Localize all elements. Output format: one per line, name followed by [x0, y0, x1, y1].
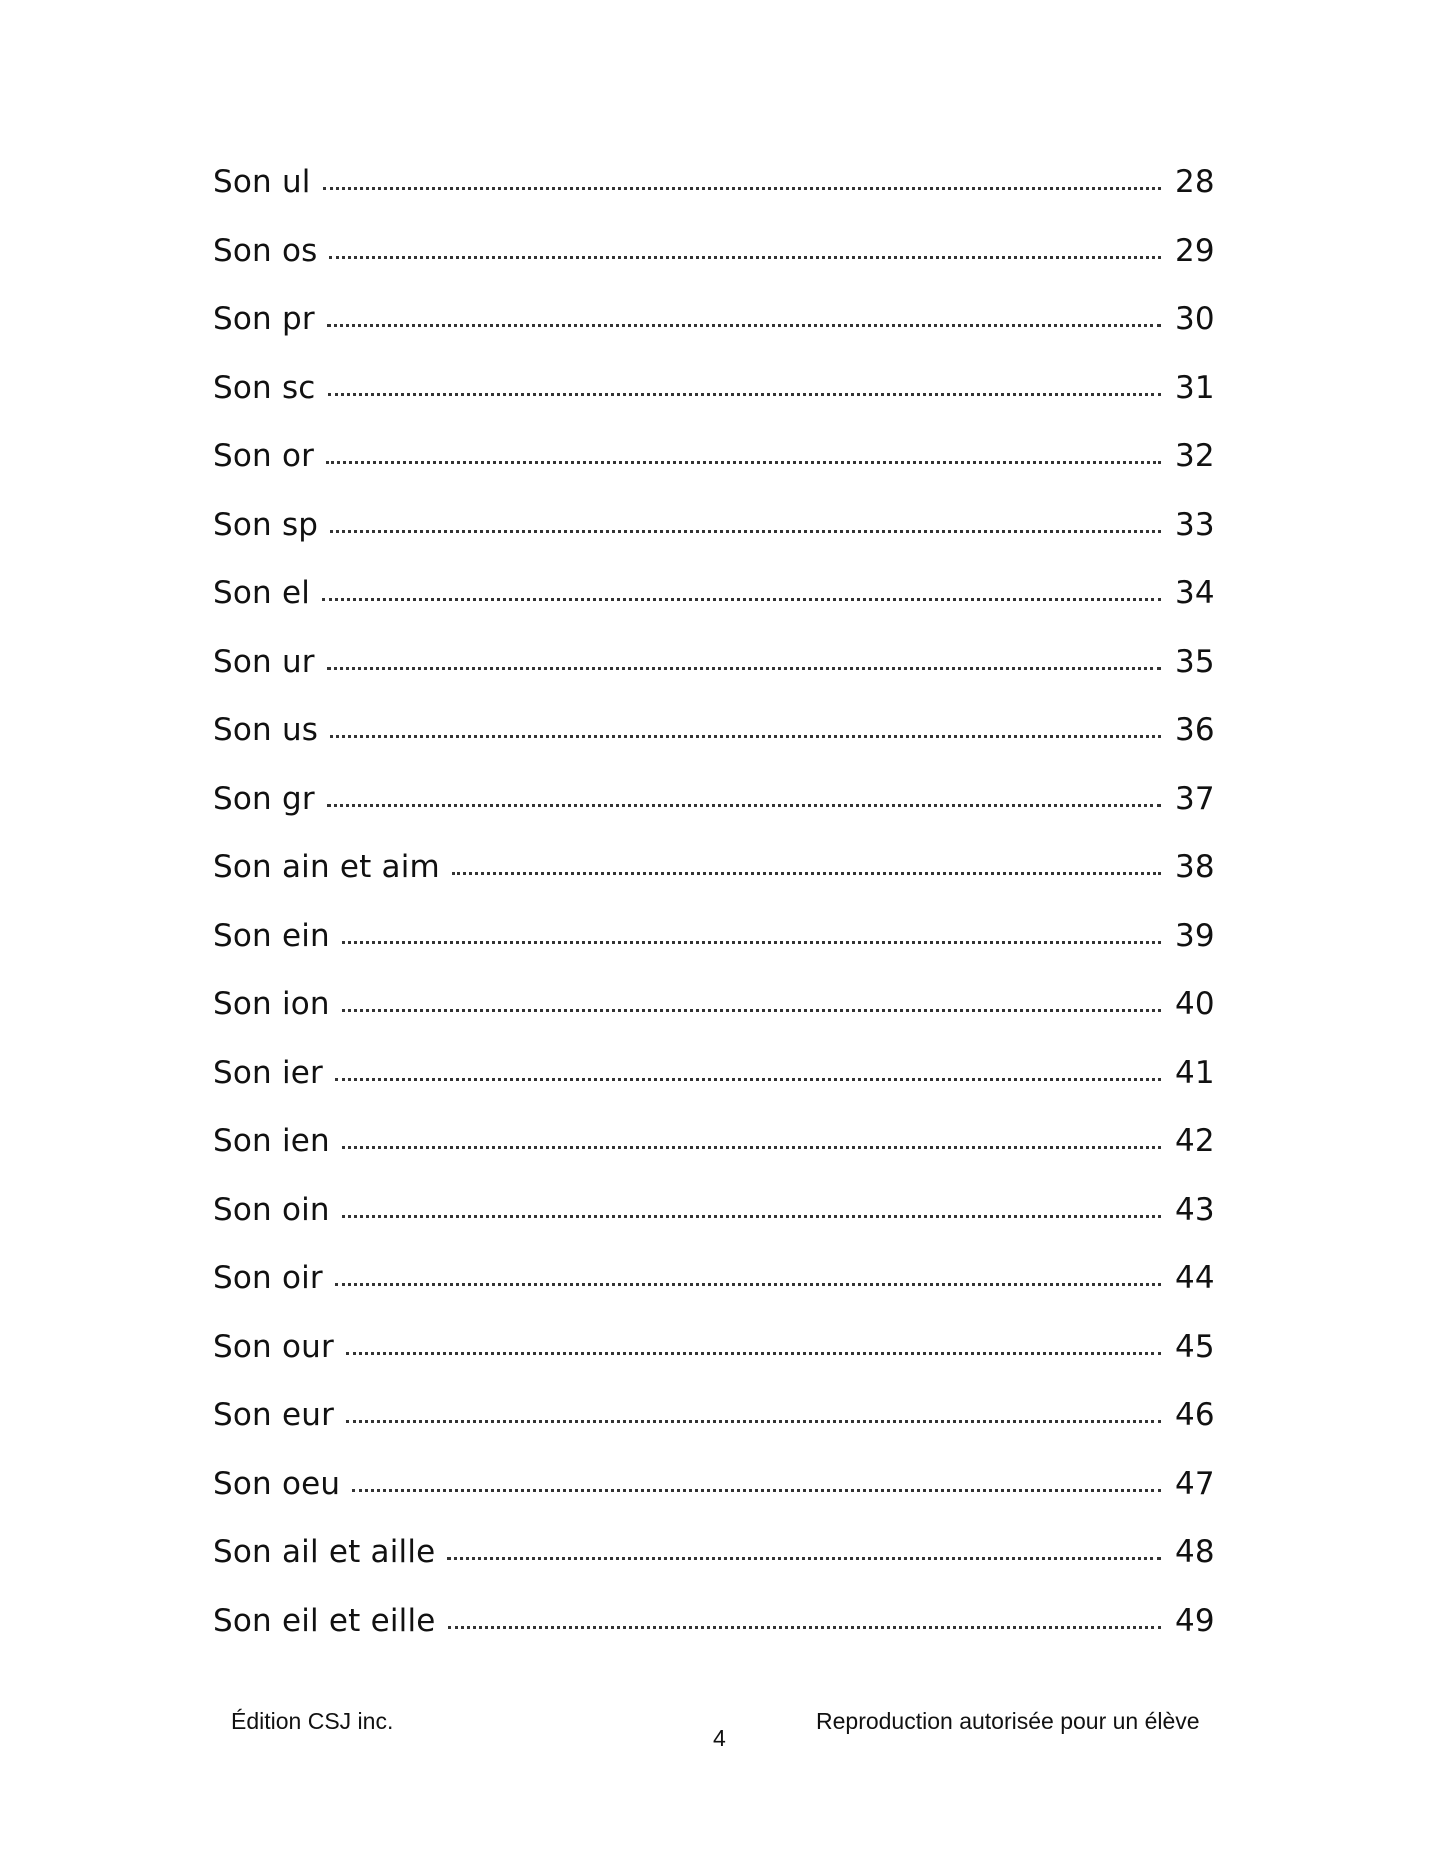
toc-entry-label: Son or	[213, 438, 315, 474]
toc-entry-label: Son oeu	[213, 1465, 341, 1502]
toc-entry	[213, 507, 1229, 576]
dot-leader	[342, 1009, 1161, 1012]
dot-leader	[327, 667, 1161, 670]
dot-leader	[323, 187, 1161, 190]
dot-leader	[329, 256, 1161, 259]
toc-entry-label: Son ul	[213, 164, 311, 200]
toc-entry-label: Son sp	[213, 506, 319, 543]
toc-entry-label: Son us	[213, 712, 319, 748]
toc-entry	[213, 712, 1229, 781]
toc-entry-page: 48	[1175, 1534, 1215, 1570]
dot-leader	[346, 1352, 1161, 1355]
dot-leader	[327, 804, 1161, 807]
toc-entry	[213, 575, 1229, 644]
dot-leader	[448, 1626, 1161, 1629]
toc-entry	[213, 1397, 1229, 1466]
toc-entry	[213, 1055, 1229, 1124]
toc-entry	[213, 233, 1229, 302]
footer-publisher: Édition CSJ inc.	[231, 1708, 394, 1734]
dot-leader	[335, 1078, 1161, 1081]
toc-entry	[213, 1123, 1229, 1192]
toc-entry	[213, 301, 1229, 370]
dot-leader	[342, 1146, 1161, 1149]
toc-entry	[213, 1260, 1229, 1329]
table-of-contents	[213, 164, 1229, 1671]
dot-leader	[330, 735, 1161, 738]
toc-entry	[213, 849, 1229, 918]
toc-entry	[213, 1192, 1229, 1261]
toc-entry-page: 43	[1175, 1191, 1215, 1228]
dot-leader	[346, 1420, 1161, 1423]
toc-entry-label: Son ier	[213, 1054, 323, 1091]
toc-entry	[213, 164, 1229, 233]
toc-entry-page: 32	[1175, 438, 1215, 474]
toc-entry	[213, 644, 1229, 713]
dot-leader	[352, 1489, 1161, 1492]
toc-entry-label: Son ein	[213, 917, 330, 954]
toc-entry-label: Son oir	[213, 1260, 323, 1296]
toc-entry-label: Son os	[213, 232, 318, 269]
toc-entry	[213, 1534, 1229, 1603]
toc-entry-page: 29	[1175, 232, 1215, 269]
toc-entry-label: Son eur	[213, 1397, 335, 1433]
dot-leader	[342, 1215, 1161, 1218]
dot-leader	[327, 324, 1161, 327]
toc-entry-label: Son our	[213, 1328, 334, 1365]
toc-entry	[213, 370, 1229, 439]
toc-entry-page: 47	[1175, 1465, 1215, 1502]
toc-entry	[213, 918, 1229, 987]
toc-entry-label: Son sc	[213, 369, 316, 406]
toc-entry-label: Son ur	[213, 643, 315, 680]
toc-entry	[213, 1329, 1229, 1398]
toc-entry-label: Son ain et aim	[213, 849, 440, 885]
toc-entry-page: 39	[1175, 917, 1215, 954]
toc-entry-label: Son pr	[213, 301, 315, 337]
toc-entry-page: 30	[1175, 301, 1215, 337]
footer-rights-notice: Reproduction autorisée pour un élève	[816, 1708, 1200, 1734]
toc-entry-page: 44	[1175, 1260, 1215, 1296]
toc-entry-page: 28	[1175, 164, 1215, 200]
toc-entry-page: 38	[1175, 849, 1215, 885]
toc-entry-page: 41	[1175, 1054, 1215, 1091]
toc-entry	[213, 438, 1229, 507]
dot-leader	[330, 530, 1161, 533]
dot-leader	[447, 1557, 1161, 1560]
footer-page-number: 4	[713, 1725, 726, 1751]
dot-leader	[326, 461, 1161, 464]
toc-entry-page: 35	[1175, 643, 1215, 680]
dot-leader	[335, 1283, 1161, 1286]
toc-entry	[213, 1466, 1229, 1535]
toc-entry-label: Son gr	[213, 780, 315, 817]
toc-entry-page: 33	[1175, 506, 1215, 543]
toc-entry-page: 37	[1175, 780, 1215, 817]
toc-entry-label: Son ien	[213, 1123, 330, 1159]
toc-entry-label: Son oin	[213, 1191, 330, 1228]
dot-leader	[328, 393, 1161, 396]
toc-entry-label: Son el	[213, 575, 311, 611]
toc-entry	[213, 781, 1229, 850]
toc-entry-page: 34	[1175, 575, 1215, 611]
toc-entry-page: 40	[1175, 986, 1215, 1022]
toc-entry-page: 46	[1175, 1397, 1215, 1433]
toc-entry-page: 49	[1175, 1602, 1215, 1639]
toc-entry-page: 45	[1175, 1328, 1215, 1365]
dot-leader	[452, 872, 1161, 875]
toc-entry	[213, 986, 1229, 1055]
toc-entry-page: 31	[1175, 369, 1215, 406]
toc-entry-page: 42	[1175, 1123, 1215, 1159]
dot-leader	[322, 598, 1161, 601]
toc-entry-label: Son ion	[213, 986, 330, 1022]
toc-entry-page: 36	[1175, 712, 1215, 748]
toc-entry-label: Son ail et aille	[213, 1534, 436, 1570]
toc-entry-label: Son eil et eille	[213, 1602, 436, 1639]
dot-leader	[342, 941, 1161, 944]
toc-entry	[213, 1603, 1229, 1672]
